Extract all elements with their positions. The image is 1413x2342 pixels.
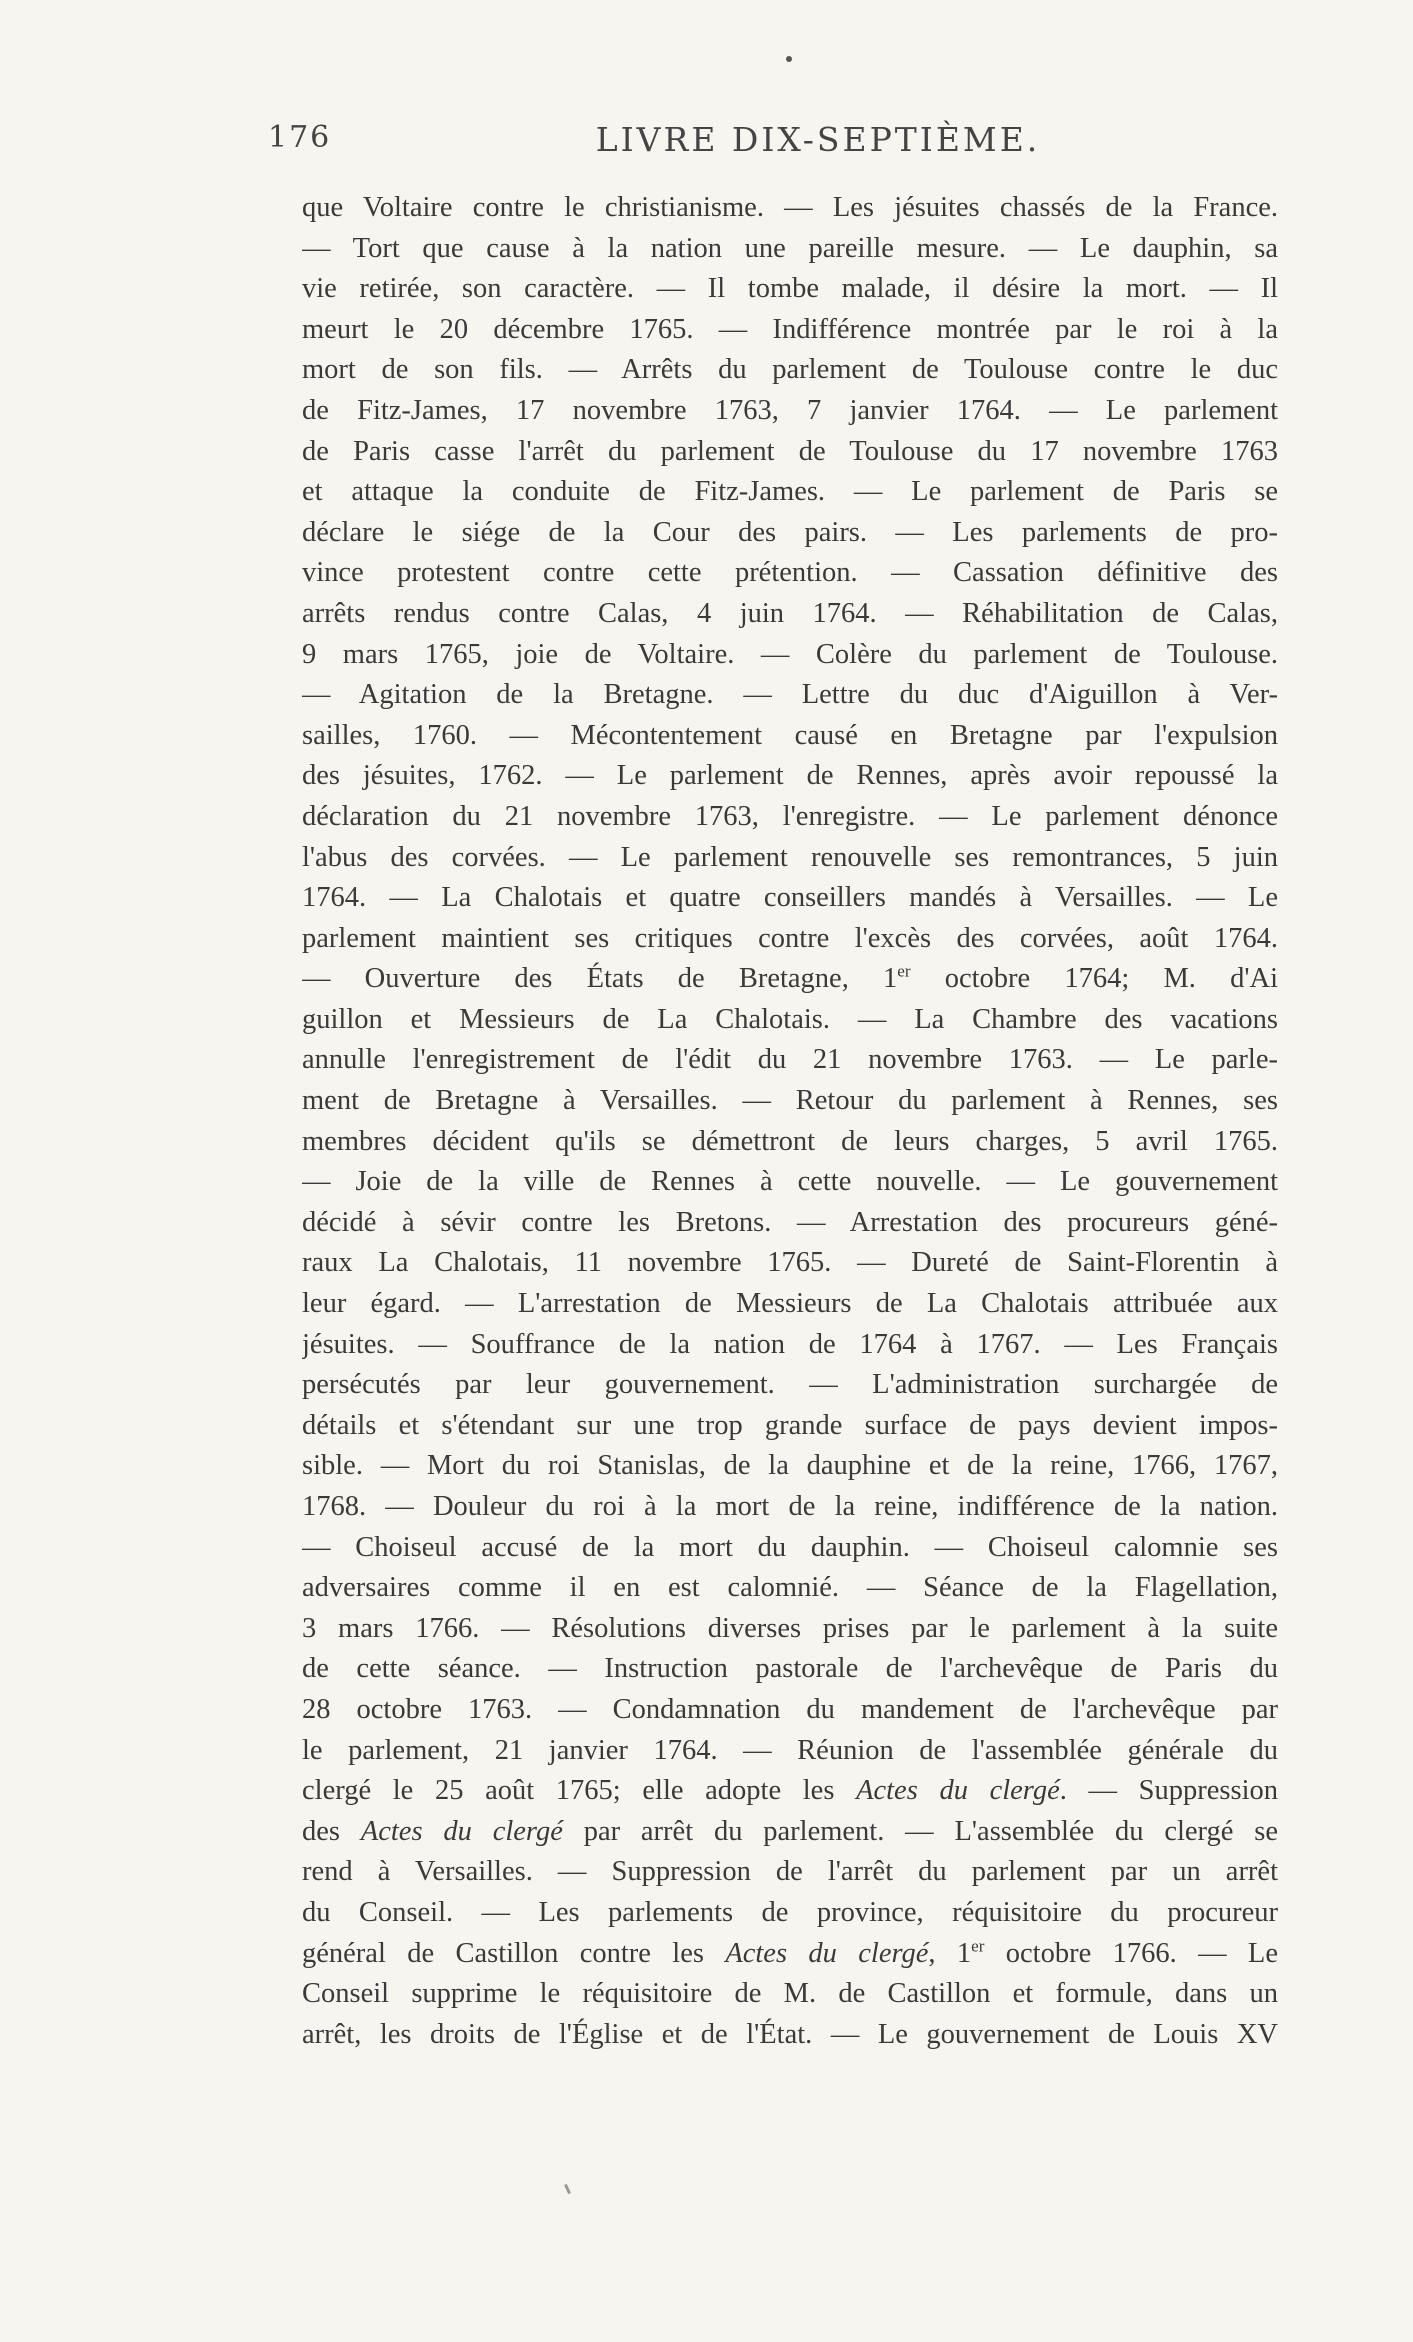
- text-line: détails et s'étendant sur une trop grande surface de pays devient impos-: [302, 1409, 1278, 1441]
- text-line: de Fitz-James, 17 novembre 1763, 7 janvier 1764. — Le parlement: [302, 394, 1278, 426]
- text-line: des jésuites, 1762. — Le parlement de Rennes, après avoir repoussé la: [302, 760, 1278, 792]
- text-line: arrêt, les droits de l'Église et de l'État. — Le gouvernement de Louis XV: [302, 2018, 1278, 2050]
- text-line: persécutés par leur gouvernement. — L'administration surchargée de: [302, 1369, 1278, 1401]
- text-line: parlement maintient ses critiques contre l'excès des corvées, août 1764.: [302, 922, 1278, 954]
- text-line: clergé le 25 août 1765; elle adopte les Actes du clergé. — Suppression: [302, 1775, 1278, 1807]
- text-line: déclaration du 21 novembre 1763, l'enregistre. — Le parlement dénonce: [302, 800, 1278, 832]
- text-line: — Agitation de la Bretagne. — Lettre du duc d'Aiguillon à Ver-: [302, 679, 1278, 711]
- text-line: de cette séance. — Instruction pastorale de l'archevêque de Paris du: [302, 1653, 1278, 1685]
- text-line: du Conseil. — Les parlements de province, réquisitoire du procureur: [302, 1896, 1278, 1928]
- text-line: sailles, 1760. — Mécontentement causé en Bretagne par l'expulsion: [302, 719, 1278, 751]
- text-line: vie retirée, son caractère. — Il tombe malade, il désire la mort. — Il: [302, 273, 1278, 305]
- text-line: ment de Bretagne à Versailles. — Retour du parlement à Rennes, ses: [302, 1085, 1278, 1117]
- text-line: jésuites. — Souffrance de la nation de 1764 à 1767. — Les Français: [302, 1328, 1278, 1360]
- text-line: sible. — Mort du roi Stanislas, de la dauphine et de la reine, 1766, 1767,: [302, 1450, 1278, 1482]
- text-line: que Voltaire contre le christianisme. — Les jésuites chassés de la France.: [302, 192, 1278, 223]
- text-line: le parlement, 21 janvier 1764. — Réunion de l'assemblée générale du: [302, 1734, 1278, 1766]
- text-line: déclare le siége de la Cour des pairs. — Les parlements de pro-: [302, 516, 1278, 548]
- text-line: rend à Versailles. — Suppression de l'arrêt du parlement par un arrêt: [302, 1856, 1278, 1888]
- text-line: membres décident qu'ils se démettront de leurs charges, 5 avril 1765.: [302, 1125, 1278, 1157]
- text-line: l'abus des corvées. — Le parlement renouvelle ses remontrances, 5 juin: [302, 841, 1278, 873]
- text-line: — Ouverture des États de Bretagne, 1er octobre 1764; M. d'Ai: [302, 961, 1278, 995]
- text-line: 28 octobre 1763. — Condamnation du mandement de l'archevêque par: [302, 1693, 1278, 1725]
- page-header: [268, 120, 1278, 170]
- text-line: général de Castillon contre les Actes du clergé, 1er octobre 1766. — Le: [302, 1936, 1278, 1969]
- text-line: meurt le 20 décembre 1765. — Indifférence montrée par le roi à la: [302, 313, 1278, 345]
- text-line: annulle l'enregistrement de l'édit du 21 novembre 1763. — Le parle-: [302, 1044, 1278, 1076]
- page-number: 176: [268, 120, 332, 155]
- text-line: — Tort que cause à la nation une pareille mesure. — Le dauphin, sa: [302, 232, 1278, 264]
- text-line: guillon et Messieurs de La Chalotais. — La Chambre des vacations: [302, 1003, 1278, 1035]
- text-line: vince protestent contre cette prétention. — Cassation définitive des: [302, 557, 1278, 589]
- text-line: adversaires comme il en est calomnié. — Séance de la Flagellation,: [302, 1572, 1278, 1604]
- text-line: — Joie de la ville de Rennes à cette nouvelle. — Le gouvernement: [302, 1166, 1278, 1198]
- text-line: 9 mars 1765, joie de Voltaire. — Colère du parlement de Toulouse.: [302, 638, 1278, 670]
- text-line: 3 mars 1766. — Résolutions diverses prises par le parlement à la suite: [302, 1612, 1278, 1644]
- text-line: raux La Chalotais, 11 novembre 1765. — Dureté de Saint-Florentin à: [302, 1247, 1278, 1279]
- text-line: 1768. — Douleur du roi à la mort de la reine, indifférence de la nation.: [302, 1491, 1278, 1522]
- text-line: des Actes du clergé par arrêt du parlement. — L'assemblée du clergé se: [302, 1815, 1278, 1847]
- text-line: de Paris casse l'arrêt du parlement de Toulouse du 17 novembre 1763: [302, 435, 1278, 467]
- text-line: et attaque la conduite de Fitz-James. — Le parlement de Paris se: [302, 476, 1278, 508]
- text-line: — Choiseul accusé de la mort du dauphin. — Choiseul calomnie ses: [302, 1531, 1278, 1563]
- text-line: arrêts rendus contre Calas, 4 juin 1764. — Réhabilitation de Calas,: [302, 597, 1278, 629]
- text-line: Conseil supprime le réquisitoire de M. de Castillon et formule, dans un: [302, 1978, 1278, 2010]
- paper-speck: [564, 2184, 571, 2194]
- chapter-summary: [302, 188, 1278, 2055]
- text-line: 1764. — La Chalotais et quatre conseillers mandés à Versailles. — Le: [302, 882, 1278, 914]
- running-head: LIVRE DIX-SEPTIÈME.: [595, 120, 1041, 159]
- text-line: décidé à sévir contre les Bretons. — Arrestation des procureurs géné-: [302, 1206, 1278, 1238]
- text-line: mort de son fils. — Arrêts du parlement de Toulouse contre le duc: [302, 354, 1278, 386]
- ink-dot: [786, 56, 792, 62]
- text-line: leur égard. — L'arrestation de Messieurs de La Chalotais attribuée aux: [302, 1288, 1278, 1320]
